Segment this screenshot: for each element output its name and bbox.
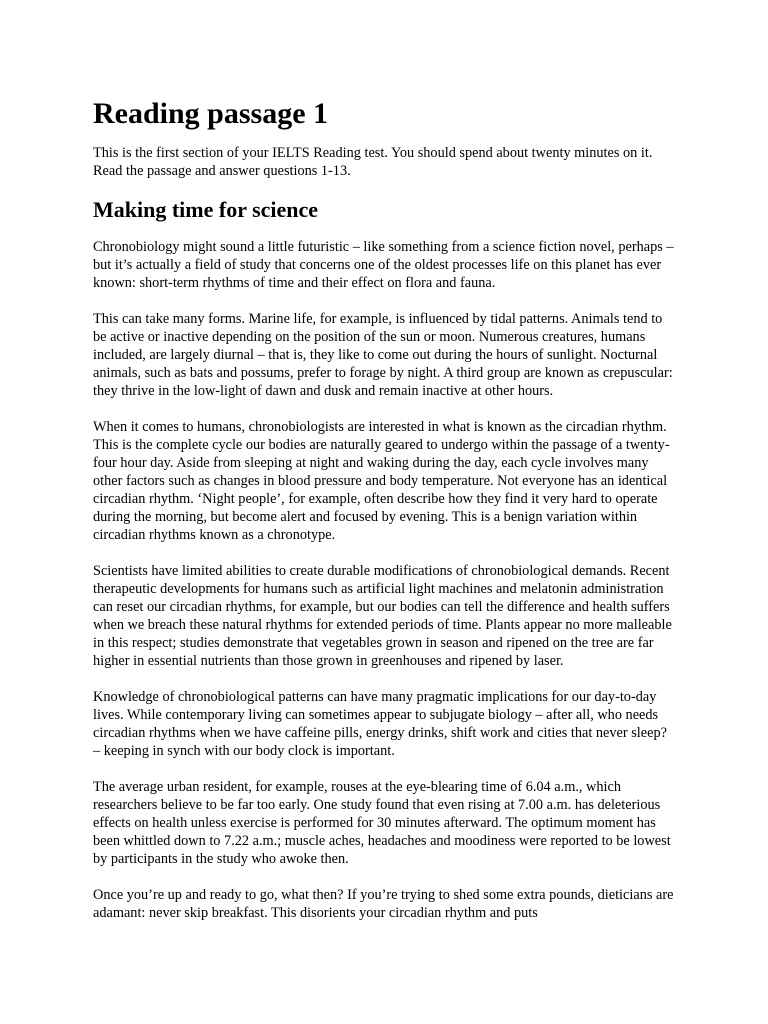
body-paragraph-3: When it comes to humans, chronobiologists are interested in what is known as the circadian rhythm. This is the complete cycle our bodies are naturally geared to undergo within the passage of a twenty-four hour day. Aside from sleeping at night and waking during the day, each cycle involves many other factors such as changes in blood pressure and body temperature. Not everyone has an identical circadian rhythm. ‘Night people’, for example, often describe how they find it very hard to operate during the morning, but become alert and focused by evening. This is a benign variation within circadian rhythms known as a chronotype. [93,419,670,543]
body-paragraph-2: This can take many forms. Marine life, for example, is influenced by tidal patterns. Animals tend to be active or inactive depending on the position of the sun or moon. Numerous creatures, humans included, are largely diurnal – that is, they like to come out during the hours of sunlight. Nocturnal animals, such as bats and possums, prefer to forage by night. A third group are known as crepuscular: they thrive in the low-light of dawn and dusk and remain inactive at other hours. [93,311,673,399]
body-paragraph-4: Scientists have limited abilities to create durable modifications of chronobiological demands. Recent therapeutic developments for humans such as artificial light machines and melatonin administration can reset our circadian rhythms, for example, but our bodies can tell the difference and health suffers when we breach these natural rhythms for extended periods of time. Plants appear no more malleable in this respect; studies demonstrate that vegetables grown in season and ripened on the tree are far higher in essential nutrients than those grown in greenhouses and ripened by laser. [93,563,672,669]
article-title: Making time for science [93,197,319,222]
passage-title: Reading passage 1 [93,97,329,130]
document-page [93,96,675,940]
body-paragraph-1: Chronobiology might sound a little futuristic – like something from a science fiction novel, perhaps – but it’s actually a field of study that concerns one of the oldest processes life on this planet has ever known: short-term rhythms of time and their effect on flora and fauna. [93,239,674,291]
body-paragraph-6: The average urban resident, for example, rouses at the eye-blearing time of 6.04 a.m., which researchers believe to be far too early. One study found that even rising at 7.00 a.m. has deleterious effects on health unless exercise is performed for 30 minutes afterward. The optimum moment has been whittled down to 7.22 a.m.; muscle aches, headaches and moodiness were reported to be lowest by participants in the study who awoke then. [93,779,671,867]
body-paragraph-7: Once you’re up and ready to go, what then? If you’re trying to shed some extra pounds, dieticians are adamant: never skip breakfast. This disorients your circadian rhythm and puts [93,887,674,921]
body-paragraph-5: Knowledge of chronobiological patterns can have many pragmatic implications for our day-to-day lives. While contemporary living can sometimes appear to subjugate biology – after all, who needs circadian rhythms when we have caffeine pills, energy drinks, shift work and cities that never sleep? – keeping in synch with our body clock is important. [93,689,667,759]
intro-paragraph: This is the first section of your IELTS Reading test. You should spend about twenty minutes on it. Read the passage and answer questions 1-13. [93,145,653,179]
